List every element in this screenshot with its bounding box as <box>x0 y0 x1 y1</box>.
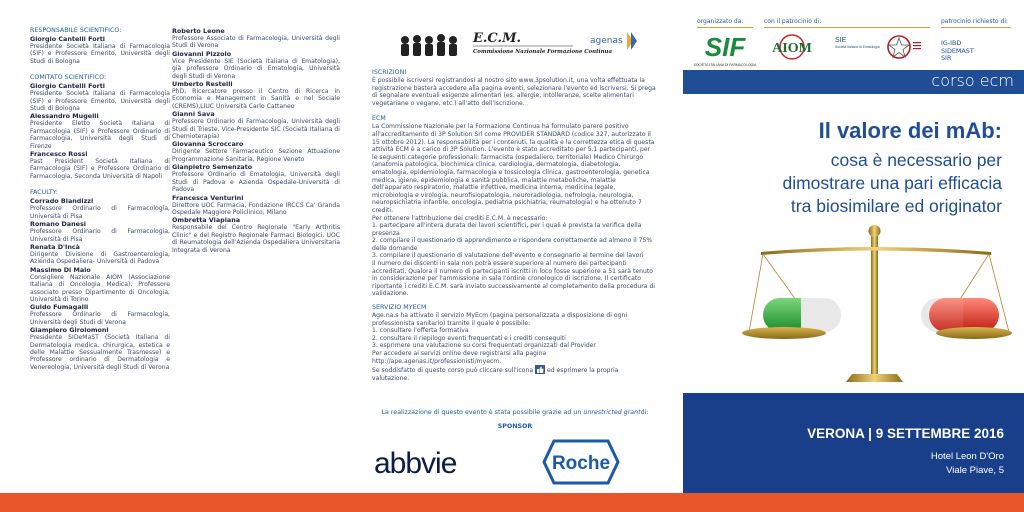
patrocinio-richiesto-list <box>941 40 974 63</box>
ecm-requirements: Per ottenere l'attribuzione dei crediti E.C.M. è necessario: <box>372 214 548 222</box>
person-role: PhD, Ricercatore presso il Centro di Ricerca in Economia e Management in Sanità e nel Sociale (CREMS),LIUC Università Carlo Cattaneo <box>172 88 340 110</box>
person-name: Francesco Rossi <box>30 150 88 159</box>
ecm-notes: Il numero dei discenti in sala non potrà essere superiore al numero dei partecipanti accreditati. Qualora il numero di partecipanti iscritti in loco fosse superiore a 51 sarà tenuto in considerazione per l'ammissione in sala l'ordine cronologico di iscrizione. Il certificato riportante i crediti E.C.M. sarà inviato successivamente al completamento della procedura di validazione. <box>372 260 655 298</box>
roche-logo <box>542 439 620 485</box>
venue-name: Hotel Leon D'Oro <box>930 451 1004 462</box>
thumbs-up-icon[interactable] <box>535 365 545 374</box>
sif-wordmark: SIF <box>704 32 746 62</box>
faculty-column-2 <box>170 0 340 512</box>
person-name: Renata D'Incà <box>30 242 80 251</box>
sponsor-credit-text: La realizzazione di questo evento è stata possibile grazie ad un <box>381 409 582 416</box>
myecm-text: Age.na.s ha attivato il servizio MyEcm (pagina personalizzata a disposizione di ogni professionista sanitario) tramite il quale è possibile: <box>372 312 628 327</box>
person-name: Guido Fumagalli <box>30 303 89 312</box>
bottom-orange-strip <box>0 493 1024 512</box>
person-role: Vice Presidente SIE (Società Italiana di Ematologia), già professore Ordinario di Ematologia, Università degli Studi di Verona <box>172 57 340 80</box>
patrocinio-richiesto-label: patrocinio richiesto di: <box>941 18 1009 25</box>
green-capsule-icon <box>763 298 841 332</box>
sie-wordmark: SIE <box>835 37 847 44</box>
person-role: Direttore UOC Farmacia, Fondazione IRCCS Ca' Granda Ospedale Maggiore Policlinico, Milano <box>172 201 340 216</box>
faculty-list <box>30 197 170 371</box>
person-role: Professore Ordinario di Farmacologia, Università degli Studi di Trieste, Vice-Presidente SIC (Società Italiana di Chemioterapia) <box>172 118 340 141</box>
event-date: VERONA | 9 SETTEMBRE 2016 <box>807 426 1004 441</box>
ecm-logo-title: E.C.M. <box>473 31 521 46</box>
iscrizioni-heading: ISCRIZIONI <box>372 69 407 76</box>
patrocinio-label: con il patrocinio di: <box>764 18 822 25</box>
person-name: Giorgio Cantelli Forti <box>30 35 105 43</box>
comitato-heading: COMITATO SCIENTIFICO: <box>30 74 107 82</box>
red-capsule-icon <box>921 298 999 332</box>
person-role: Presidente Società Italiana di Farmacologia (SIF) e Professore Emerito, Università degli Studi di Bologna <box>30 43 170 65</box>
person-role: Presidente Società Italiana di Farmacologia (SIF) e Professore Emerito, Università degli Studi di Bologna <box>30 90 170 113</box>
balance-scale-illustration <box>741 222 1011 394</box>
person-name: Giorgio Cantelli Forti <box>30 82 105 91</box>
sponsor-label: SPONSOR <box>497 423 533 430</box>
feedback-text-a: Se soddisfatto di questo corso può cliccare sull'icona <box>372 367 534 375</box>
person-name: Alessandro Mugelli <box>30 112 99 121</box>
myecm-list-item: 2. consultare il riepilogo eventi frequentati e i crediti conseguiti <box>372 334 566 342</box>
abbvie-logo <box>372 446 497 480</box>
person-name: Gianpietro Semenzato <box>172 163 253 172</box>
aiom-wordmark: AIOM <box>772 41 812 56</box>
person-role: Professore Ordinario di Ematologia, Università degli Studi di Padova e Azienda Ospedale-Università di Padova <box>172 171 340 194</box>
requested-org: IG-IBD <box>941 39 962 47</box>
aiom-logo <box>766 32 818 64</box>
sponsor-credit-grant: unrestricted grant <box>583 409 641 416</box>
person-name: Giovanna Scroccaro <box>172 140 244 149</box>
person-name: Ombretta Viapiana <box>172 216 241 225</box>
person-role: Presidente Eletto Società Italiana di Farmacologia (SIF) e Professore Ordinario di Farmacologia, Università degli Studi di Firenze <box>30 120 170 150</box>
person-name: Massimo Di Maio <box>30 265 91 274</box>
person-role: Dirigente Divisione di Gastroenterologia, Azienda Ospedaliera- Università di Padova <box>30 250 170 266</box>
ecm-logo-subtitle: Commissione Nazionale Formazione Continua <box>473 49 612 55</box>
person-role: Presidente SIDeMaST (Società Italiana di Dermatologia medica, chirurgica, estetica e delle Malattie Sessualmente Trasmesse) e Professore ordinario di Dermatologia e Venereologia, Università degli Studi di Verona <box>30 334 170 371</box>
person-name: Roberto Leone <box>172 27 225 35</box>
requested-org: SIR <box>941 54 952 63</box>
sponsor-credit <box>345 409 685 416</box>
person-role: Professore Ordinario di Farmacologia, Università degli Studi di Verona <box>30 311 170 326</box>
course-subtitle-line: cosa è necessario per <box>830 150 1002 170</box>
course-subtitle-line: dimostrare una pari efficacia <box>782 173 1002 193</box>
ecm-text: La Commissione Nazionale per la Formazione Continua ha formulato parere positivo all'accreditamento di 3P Solution Srl come PROVIDER STANDARD (codice 327, autorizzato il 15 ottobre 2012). La responsabilità per i contenuti, la qualità e la correttezza etica di questa attività ECM è a carico di 3P Solution. L'evento è stato accreditato per 5.1 partecipanti, per le seguenti categorie professionali: farmacista (ospedaliero, territoriale) Medico Chirurgo (anatomia patologica, biochimica clinica, cardiologia, dermatologia, diabetologia, ematologia, epidemiologia, farmacologia e tossicologia clinica, gastroenterologia, genetica medica, igiene, epidemiologia e sanità pubblica, malattie metaboliche, malattie dell'apparato respiratorio, malattie infettive, medicina interna, medicina legale, microbiologia e virologia, neurofisiopatologia, neuroradiologia, nefrologia, neurologia, neuropsichiatria infantile, oncologia, pediatria psichiatria, reumatologia) e ha ottenuto 7 crediti. <box>372 123 655 214</box>
ecm-logo <box>395 26 645 60</box>
comitato-list <box>30 82 170 180</box>
sif-subtitle: SOCIETÀ ITALIANA DI FARMACOLOGIA <box>693 63 757 67</box>
faculty-column-1 <box>0 0 170 512</box>
ministero-emblem-icon <box>883 32 923 64</box>
myecm-heading: SERVIZIO MYECM <box>372 304 427 312</box>
person-name: Romano Danesi <box>30 220 86 229</box>
ecm-list-item: 2. compilare il questionario di apprendimento e rispondere correttamente ad almeno il 75% delle domande <box>372 237 653 252</box>
cover-column <box>683 0 1024 512</box>
requested-org: SIDEMAST <box>941 46 974 55</box>
faculty-heading: FACULTY: <box>30 189 58 197</box>
agenas-logo: agenas <box>590 36 623 46</box>
myecm-register-text: Per accedere ai servizi online deve registrarsi alla pagina http://ape.agenas.it/professionisti/myecm. <box>372 350 547 365</box>
responsabile-heading: RESPONSABILE SCIENTIFICO: <box>30 27 122 34</box>
sie-logo <box>831 32 880 62</box>
info-text <box>372 65 656 382</box>
person-name: Giovanni Pizzolo <box>172 49 232 58</box>
ecm-list-item: 3. compilare il questionario di valutazione dell'evento e consegnarlo al termine dei lavori <box>372 252 644 260</box>
abbvie-wordmark: abbvie <box>374 447 457 480</box>
agenas-mark-icon <box>627 32 637 50</box>
ecm-list-item: 1. partecipare all'intera durata dei lavori scientifici, per i quali è prevista la verifica della presenza <box>372 222 642 237</box>
person-role: Professore Associato di Farmacologia, Università degli Studi di Verona <box>172 35 340 50</box>
person-name: Francesca Venturini <box>172 193 244 202</box>
person-role: Past President Società Italiana di Farmacologia (SIF) e Professore Ordinario di Farmacologia, Seconda Università di Napoli <box>30 158 170 180</box>
myecm-feedback <box>372 365 656 382</box>
sif-logo <box>689 32 761 68</box>
person-name: Corrado Blandizzi <box>30 197 94 206</box>
roche-wordmark: Roche <box>551 453 611 474</box>
sponsor-credit-suffix: di: <box>640 409 649 416</box>
course-subtitle-line: tra biosimilare ed originator <box>790 196 1002 216</box>
person-name: Gianni Sava <box>172 110 215 119</box>
sie-subtitle: Società Italiana di Ematologia <box>835 45 880 49</box>
person-role: Professore Ordinario di Farmacologia, Università di Pisa <box>30 205 170 220</box>
person-role: Dirigente Settore Farmaceutico Sezione Attuazione Programmazione Sanitaria, Regione Veneto <box>172 148 340 163</box>
person-name: Umberto Restelli <box>172 80 233 89</box>
corso-ecm-label: corso ecm <box>931 71 1014 90</box>
info-column <box>345 0 685 512</box>
iscrizioni-text: È possibile iscriversi registrandosi al nostro sito www.3psolution.it, una volta effettuata la registrazione basterà accedere alla pagina eventi, selezionare l'evento ed iscriversi. Si prega di segnalare eventuali esigenze alimentari (es. allergie, intolleranze, scelte alimentari vegetariane o vegane, etc.) all'atto dell'iscrizione. <box>372 77 656 107</box>
person-role: Responsabile del Centro Regionale "Early Arthritis Clinic" e del Registro Regionale Farmaci Biologici, UOC di Reumatologia dell'Azienda Ospedaliera Universitaria Integrata di Verona <box>172 224 340 254</box>
myecm-list-item: 3. esprimere una valutazione su corsi frequentati organizzati dal Provider <box>372 342 596 350</box>
myecm-list-item: 1. consultare l'offerta formativa <box>372 327 469 335</box>
organizzato-label: organizzato da: <box>697 18 744 25</box>
course-title: Il valore dei mAb: <box>818 118 1002 143</box>
event-info-band <box>683 393 1024 493</box>
person-role: Consigliere Nazionale AIOM (Associazione Italiana di Oncologia Medica), Professore associato presso Dipartimento di Oncologia, Università di Torino <box>30 273 170 303</box>
corso-ecm-bar <box>683 70 1024 94</box>
person-role: Professore Ordinario di Farmacologia, Università di Pisa <box>30 228 170 243</box>
venue-address: Viale Piave, 5 <box>946 465 1004 476</box>
ecm-heading: ECM <box>372 115 386 123</box>
person-name: Giampiero Girolomoni <box>30 326 109 335</box>
feedback-text-b: ed esprimere la propria valutazione. <box>372 367 619 382</box>
